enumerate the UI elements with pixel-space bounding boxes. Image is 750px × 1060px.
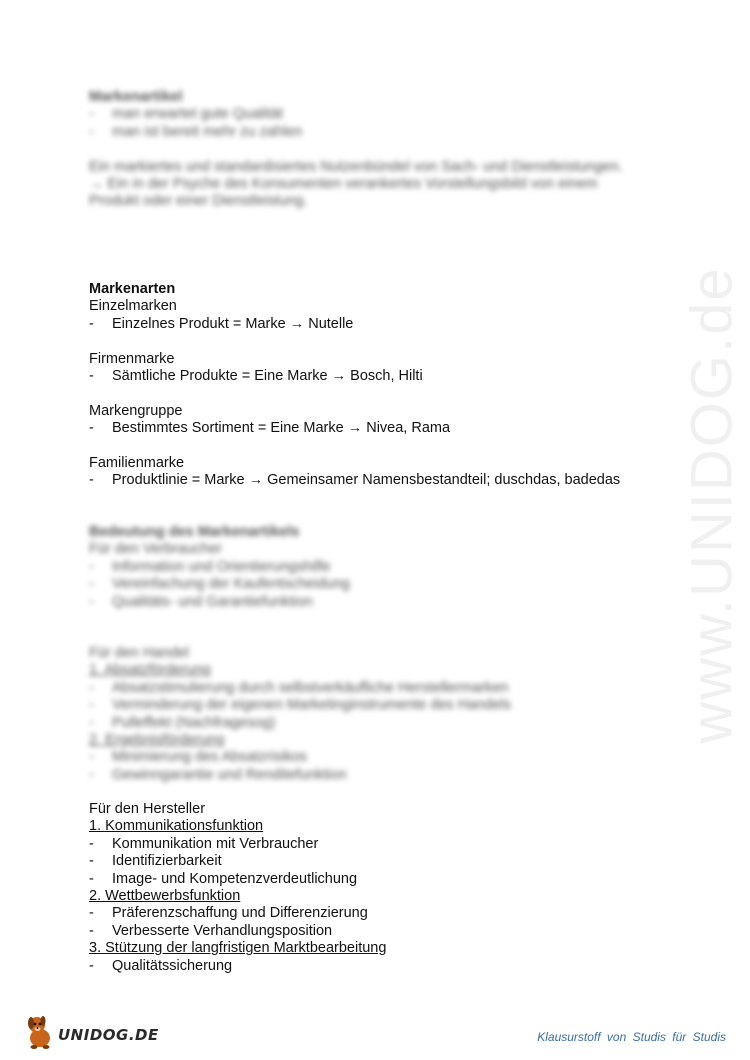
list-item: - Identifizierbarkeit: [89, 853, 222, 870]
logo-text: UNIDOG.DE: [58, 1026, 159, 1044]
list-item: - Kommunikation mit Verbraucher: [89, 835, 319, 852]
list-item: - Qualitäts- und Garantiefunktion: [89, 593, 313, 610]
list-item: - Verminderung der eigenen Marketinginstrumente des Handels: [89, 697, 511, 714]
list-item: - Einzelnes Produkt = Marke → Nutelle: [89, 315, 354, 332]
section-markenarten: [89, 281, 689, 490]
paragraph-line: → Ein in der Psyche des Konsumenten verankertes Vorstellungsbild von einem: [89, 175, 598, 192]
group-title: Familienmarke: [89, 454, 185, 471]
list-item: - Vereinfachung der Kaufentscheidung: [89, 576, 350, 593]
list-item: - Verbesserte Verhandlungsposition: [89, 922, 333, 939]
list-item: - Image- und Kompetenzverdeutlichung: [89, 870, 358, 887]
list-item: - Gewinngarantie und Renditefunktion: [89, 766, 347, 783]
list-item: - man erwartet gute Qualität: [89, 106, 283, 123]
subheading: 1. Absatzförderung: [89, 662, 211, 679]
watermark: www.UNIDOG.de: [679, 266, 745, 744]
group-title: Einzelmarken: [89, 298, 177, 315]
section-heading: Bedeutung des Markenartikels: [89, 524, 300, 540]
list-item: - Sämtliche Produkte = Eine Marke → Bosch, Hilti: [89, 367, 423, 384]
paragraph-line: Ein markiertes und standardisiertes Nutzenbündel von Sach- und Dienstleistungen.: [89, 158, 623, 175]
list-item: - Qualitätssicherung: [89, 957, 233, 974]
list-item: - Pulleffekt (Nachfragesog): [89, 714, 276, 731]
list-item: - Absatzstimulierung durch selbstverkäufliche Herstellermarken: [89, 679, 509, 696]
group-title: Für den Verbraucher: [89, 541, 222, 558]
group-title: Firmenmarke: [89, 350, 175, 367]
group-title: Für den Hersteller: [89, 801, 206, 817]
list-item: - Minimierung des Absatzrisikos: [89, 749, 308, 766]
paragraph-line: Produkt oder einer Dienstleistung.: [89, 193, 308, 210]
subheading: 2. Wettbewerbsfunktion: [89, 887, 241, 904]
list-item: - Bestimmtes Sortiment = Eine Marke → Nivea, Rama: [89, 420, 451, 437]
footer-tagline: Klausurstoff von Studis für Studis: [537, 1030, 726, 1044]
section-handel: [89, 645, 689, 784]
list-item: - Information und Orientierungshilfe: [89, 558, 331, 575]
unidog-logo[interactable]: [22, 1012, 157, 1052]
subheading: 2. Ergebnisförderung: [89, 731, 225, 748]
section-heading: Markenarten: [89, 281, 176, 297]
section-bedeutung: [89, 524, 689, 611]
section-markenartikel: [89, 89, 689, 211]
list-item: - Präferenzschaffung und Differenzierung: [89, 905, 368, 922]
list-item: - man ist bereit mehr zu zahlen: [89, 123, 303, 140]
section-heading: Markenartikel: [89, 89, 183, 105]
subheading: 1. Kommunikationsfunktion: [89, 818, 264, 835]
list-item: - Produktlinie = Marke → Gemeinsamer Namensbestandteil; duschdas, badedas: [89, 472, 621, 489]
section-hersteller: [89, 801, 689, 975]
dog-icon: [22, 1012, 58, 1052]
group-title: Für den Handel: [89, 645, 189, 661]
subheading: 3. Stützung der langfristigen Marktbearbeitung: [89, 940, 387, 957]
group-title: Markengruppe: [89, 402, 183, 419]
